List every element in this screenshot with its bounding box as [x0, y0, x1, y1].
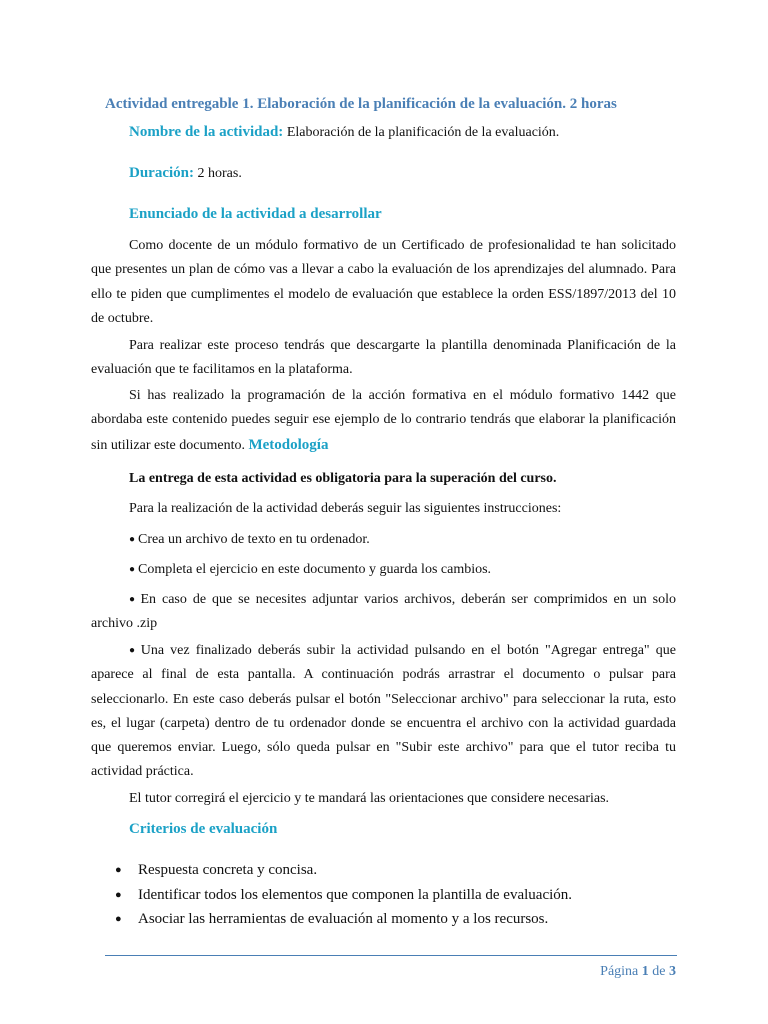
instruction-step-2-text: Completa el ejercicio en este documento y guarda los cambios. [138, 562, 492, 577]
criteria-item [91, 883, 691, 908]
activity-name-line [129, 124, 559, 141]
instruction-step-1 [91, 528, 676, 552]
tutor-note: El tutor corregirá el ejercicio y te mandará las orientaciones que considere necesarias. [129, 791, 610, 806]
activity-name-label: Nombre de la actividad: [129, 124, 284, 140]
criteria-list [91, 858, 691, 932]
bullet-icon: ● [115, 913, 122, 925]
paragraph-template: Para realizar este proceso tendrás que descargarte la plantilla denominada Planificación de la evaluación que te facilitamos en la plataforma. [91, 338, 676, 378]
mandatory-notice: La entrega de esta actividad es obligatoria para la superación del curso. [129, 471, 557, 486]
footer-divider [105, 955, 677, 956]
bullet-icon: ● [129, 645, 138, 656]
page-total: 3 [669, 964, 676, 979]
page-number [600, 964, 676, 980]
instruction-step-3 [91, 588, 676, 637]
bullet-icon: ● [115, 888, 122, 901]
bullet-icon: ● [129, 564, 136, 575]
of-word: de [652, 964, 666, 979]
instruction-step-3-text: En caso de que se necesites adjuntar varios archivos, deberán ser comprimidos en un solo archivo .zip [91, 592, 676, 632]
criteria-item-text: Asociar las herramientas de evaluación al momento y a los recursos. [138, 911, 549, 927]
activity-heading: Actividad entregable 1. Elaboración de la planificación de la evaluación. 2 horas [105, 96, 617, 112]
page-current: 1 [641, 964, 649, 979]
statement-heading: Enunciado de la actividad a desarrollar [129, 206, 382, 222]
criteria-item-text: Identificar todos los elementos que componen la plantilla de evaluación. [138, 886, 573, 903]
instructions-intro: Para la realización de la actividad deberás seguir las siguientes instrucciones: [129, 501, 562, 516]
duration-label: Duración: [129, 165, 194, 181]
instruction-step-1-text: Crea un archivo de texto en tu ordenador. [138, 532, 370, 547]
criteria-item [91, 858, 691, 883]
paragraph-programming-text: Si has realizado la programación de la acción formativa en el módulo formativo 1442 que abordaba este contenido puedes seguir ese ejemplo de lo contrario tendrás que elaborar la planificación sin utilizar este documento. [91, 388, 676, 453]
paragraph-programming [91, 384, 676, 458]
methodology-heading: Metodología [248, 436, 329, 453]
criteria-item-text: Respuesta concreta y concisa. [138, 862, 318, 878]
duration-line [129, 165, 242, 182]
criteria-item [91, 907, 691, 932]
bullet-icon: ● [129, 594, 138, 605]
instruction-step-2 [91, 558, 676, 582]
criteria-heading: Criterios de evaluación [129, 821, 278, 837]
bullet-icon: ● [129, 534, 136, 545]
instruction-step-4 [91, 639, 676, 785]
page-word: Página [600, 964, 639, 979]
bullet-icon: ● [115, 864, 122, 876]
activity-name-value: Elaboración de la planificación de la evaluación. [286, 125, 560, 140]
duration-value: 2 horas. [197, 166, 242, 181]
instruction-step-4-text: Una vez finalizado deberás subir la actividad pulsando en el botón "Agregar entrega" que aparece al final de esta pantalla. A continuación podrás arrastrar el documento o pulsar para seleccionarlo. En este caso deberás pulsar el botón "Seleccionar archivo" para seleccionar la ruta, esto es, el lugar (carpeta) dentro de tu ordenador donde se encuentra el archivo con la actividad guardada que queremos enviar. Luego, sólo queda pulsar en "Subir este archivo" para que el tutor reciba tu actividad práctica. [91, 643, 676, 780]
paragraph-intro: Como docente de un módulo formativo de un Certificado de profesionalidad te han solicitado que presentes un plan de cómo vas a llevar a cabo la evaluación de los aprendizajes del alumnado. Para ello te piden que cumplimentes el modelo de evaluación que establece la orden ESS/1897/2013 del 10 de octubre. [91, 238, 676, 326]
